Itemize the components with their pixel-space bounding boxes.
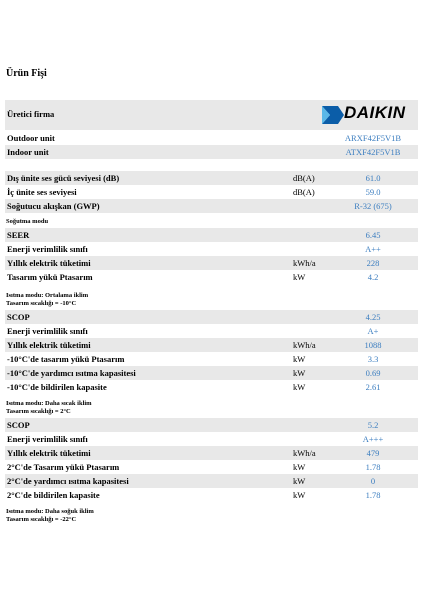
row-label: Yıllık elektrik tüketimi bbox=[7, 448, 91, 458]
row-label: Enerji verimlilik sınıfı bbox=[7, 434, 88, 444]
row-unit: kW bbox=[293, 354, 306, 364]
heading-line: Tasarım sıcaklığı = 2°C bbox=[6, 408, 71, 415]
row-unit: dB(A) bbox=[293, 173, 315, 183]
row-unit: kW bbox=[293, 476, 306, 486]
row-value: 479 bbox=[366, 448, 380, 458]
row-unit: dB(A) bbox=[293, 187, 315, 197]
row-label: Enerji verimlilik sınıfı bbox=[7, 244, 88, 254]
row-label: SEER bbox=[7, 230, 30, 240]
row-value: 2.61 bbox=[365, 382, 381, 392]
row-label: Indoor unit bbox=[7, 147, 49, 157]
cooling-design-load-row bbox=[5, 270, 418, 284]
row-label: Outdoor unit bbox=[7, 133, 55, 143]
cooling-annual-consumption-row bbox=[5, 256, 418, 270]
cooling-energy-class-row bbox=[5, 242, 418, 256]
indoor-sound-row bbox=[5, 185, 418, 199]
page-title: Ürün Fişi bbox=[6, 68, 47, 79]
row-value: ARXF42F5V1B bbox=[344, 133, 402, 143]
heating-cold-heading bbox=[6, 508, 94, 524]
heading-line: Tasarım sıcaklığı = -10°C bbox=[6, 300, 77, 307]
row-label: Yıllık elektrik tüketimi bbox=[7, 340, 91, 350]
scop-avg-row bbox=[5, 310, 418, 324]
row-label: SCOP bbox=[7, 312, 30, 322]
row-value: 1088 bbox=[364, 340, 382, 350]
row-unit: kWh/a bbox=[293, 258, 316, 268]
row-label: SCOP bbox=[7, 420, 30, 430]
row-value: 3.3 bbox=[367, 354, 379, 364]
row-label: Enerji verimlilik sınıfı bbox=[7, 326, 88, 336]
row-label: -10°C'de bildirilen kapasite bbox=[7, 382, 107, 392]
cooling-heading: Soğutma modu bbox=[6, 218, 49, 225]
avg-energy-class-row bbox=[5, 324, 418, 338]
row-value: 5.2 bbox=[367, 420, 379, 430]
avg-declared-capacity-row bbox=[5, 380, 418, 394]
heading-line: Isıtma modu: Ortalama iklim bbox=[6, 292, 89, 299]
row-value: ATXF42F5V1B bbox=[345, 147, 401, 157]
row-value: 0 bbox=[370, 476, 376, 486]
row-label: Soğutucu akışkan (GWP) bbox=[7, 201, 100, 211]
outdoor-unit-row bbox=[5, 131, 418, 145]
warm-design-load-row bbox=[5, 460, 418, 474]
daikin-logo-text: DAIKIN bbox=[344, 103, 406, 122]
warm-declared-capacity-row bbox=[5, 488, 418, 502]
heading-line: Isıtma modu: Daha soğuk iklim bbox=[6, 508, 94, 515]
row-unit: kW bbox=[293, 490, 306, 500]
row-value: 1.78 bbox=[365, 490, 381, 500]
row-value: 228 bbox=[366, 258, 380, 268]
seer-row bbox=[5, 228, 418, 242]
row-value: A+ bbox=[367, 326, 379, 336]
row-label: 2°C'de bildirilen kapasite bbox=[7, 490, 100, 500]
row-unit: kW bbox=[293, 272, 306, 282]
row-unit: kW bbox=[293, 368, 306, 378]
row-label: -10°C'de tasarım yükü Ptasarım bbox=[7, 354, 125, 364]
row-value: 4.25 bbox=[365, 312, 381, 322]
row-label: Dış ünite ses gücü seviyesi (dB) bbox=[7, 173, 120, 183]
row-unit: kW bbox=[293, 382, 306, 392]
row-value: 61.0 bbox=[365, 173, 381, 183]
avg-backup-capacity-row bbox=[5, 366, 418, 380]
row-unit: kW bbox=[293, 462, 306, 472]
row-value: 1.78 bbox=[365, 462, 381, 472]
row-value: A++ bbox=[365, 244, 381, 254]
row-label: İç ünite ses seviyesi bbox=[7, 187, 77, 197]
row-unit: kWh/a bbox=[293, 340, 316, 350]
row-value: 6.45 bbox=[365, 230, 381, 240]
scop-warm-row bbox=[5, 418, 418, 432]
row-value: 4.2 bbox=[367, 272, 379, 282]
indoor-unit-row bbox=[5, 145, 418, 159]
avg-annual-consumption-row bbox=[5, 338, 418, 352]
row-label: 2°C'de yardımcı ısıtma kapasitesi bbox=[7, 476, 129, 486]
row-value: 59.0 bbox=[365, 187, 381, 197]
heading-line: Tasarım sıcaklığı = -22°C bbox=[6, 516, 77, 523]
manufacturer-label: Üretici firma bbox=[7, 109, 55, 119]
row-unit: kWh/a bbox=[293, 448, 316, 458]
refrigerant-row bbox=[5, 199, 418, 213]
heating-avg-heading bbox=[6, 292, 88, 308]
row-value: R-32 (675) bbox=[354, 201, 392, 211]
heading-line: Isıtma modu: Daha sıcak iklim bbox=[6, 400, 92, 407]
warm-annual-consumption-row bbox=[5, 446, 418, 460]
warm-backup-capacity-row bbox=[5, 474, 418, 488]
warm-energy-class-row bbox=[5, 432, 418, 446]
row-label: 2°C'de Tasarım yükü Ptasarım bbox=[7, 462, 120, 472]
row-value: A+++ bbox=[362, 434, 384, 444]
row-label: Yıllık elektrik tüketimi bbox=[7, 258, 91, 268]
row-label: Tasarım yükü Ptasarım bbox=[7, 272, 93, 282]
row-value: 0.69 bbox=[365, 368, 381, 378]
avg-design-load-row bbox=[5, 352, 418, 366]
heating-warm-heading bbox=[6, 400, 92, 416]
row-label: -10°C'de yardımcı ısıtma kapasitesi bbox=[7, 368, 136, 378]
outdoor-sound-row bbox=[5, 171, 418, 185]
